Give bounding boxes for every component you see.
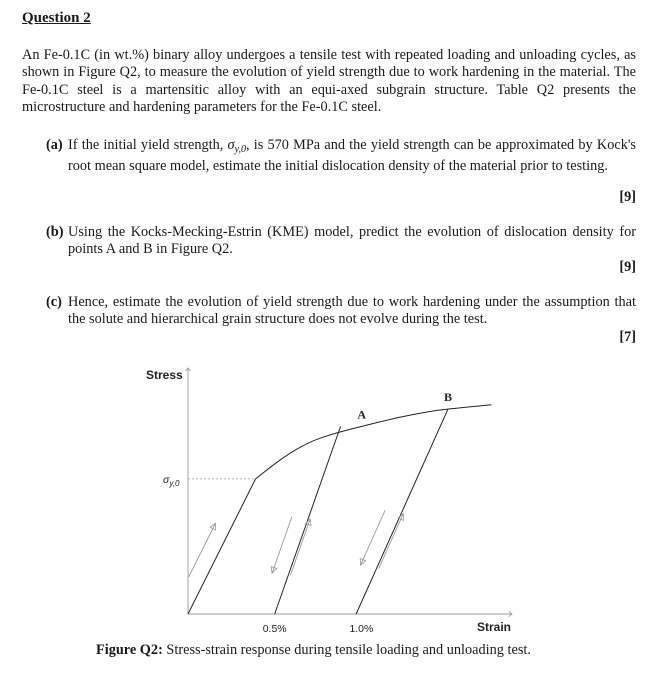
part-b [46,224,636,259]
part-a [46,137,636,176]
x-tick-label: 0.5% [262,623,287,635]
series-line-unloading-from-b [356,409,448,614]
part-a-marks: [9] [619,189,636,205]
sigma-symbol: σ [227,137,235,153]
part-b-text: Using the Kocks-Mecking-Estrin (KME) model, predict the evolution of dislocation density for points A and B in Figure Q2. [68,224,636,258]
figure-caption [96,642,531,659]
part-c [46,294,636,329]
y-tick-subscript: y,0 [169,478,180,488]
part-a-text [68,137,636,176]
series-line-unloading-from-a [275,427,341,614]
point-label-a: A [357,407,367,422]
question-title: Question 2 [22,10,91,26]
arrow-up-4 [379,514,404,569]
series-line-plastic-flow-curve [256,405,492,479]
arrow-up-4-shaft [379,514,404,569]
arrow-down-1-head [271,567,277,574]
series-line-elastic-loading [188,479,256,614]
arrow-up-0 [189,523,216,577]
part-c-marks: [7] [619,329,636,345]
part-a-label: (a) [46,137,63,153]
y-axis-label: Stress [146,368,183,382]
arrow-down-1-shaft [272,517,292,574]
arrow-up-0-head [210,523,215,530]
part-b-label: (b) [46,224,64,240]
arrow-up-2-shaft [290,519,310,576]
y-tick-label [163,474,180,488]
part-a-text-before: If the initial yield strength, [68,137,228,153]
figure-caption-text: Stress-strain response during tensile loading and unloading test. [162,642,531,658]
x-axis-label: Strain [477,620,512,634]
sigma-subscript: y,0 [234,144,246,155]
x-tick-label: 1.0% [349,623,374,635]
arrow-down-1 [271,517,292,574]
part-b-marks: [9] [619,259,636,275]
sigma-y0-symbol [228,137,246,153]
arrow-up-2 [290,519,311,576]
part-c-label: (c) [46,294,62,310]
part-c-text: Hence, estimate the evolution of yield strength due to work hardening under the assumption that the solute and hierarchical grain structure does not evolve during the test. [68,294,636,328]
part-a-text-after: , is 570 MPa and the yield strength can be approximated by Kock's root mean square model, estimate the initial dislocation density of the material prior to testing. [68,137,636,175]
question-intro: An Fe-0.1C (in wt.%) binary alloy undergoes a tensile test with repeated loading and unloading cycles, as shown in Figure Q2, to measure the evolution of yield strength due to work hardening in the material. The Fe-0.1C steel is a martensitic alloy with an equi-axed subgrain structure. Table Q2 presents the microstructure and hardening parameters for the Fe-0.1C steel. [22,47,636,115]
arrow-up-0-shaft [189,523,216,577]
y-tick-symbol: σ [163,473,170,486]
figure-caption-label: Figure Q2: [96,642,163,658]
stress-strain-chart [0,360,662,640]
point-label-b: B [444,390,453,405]
